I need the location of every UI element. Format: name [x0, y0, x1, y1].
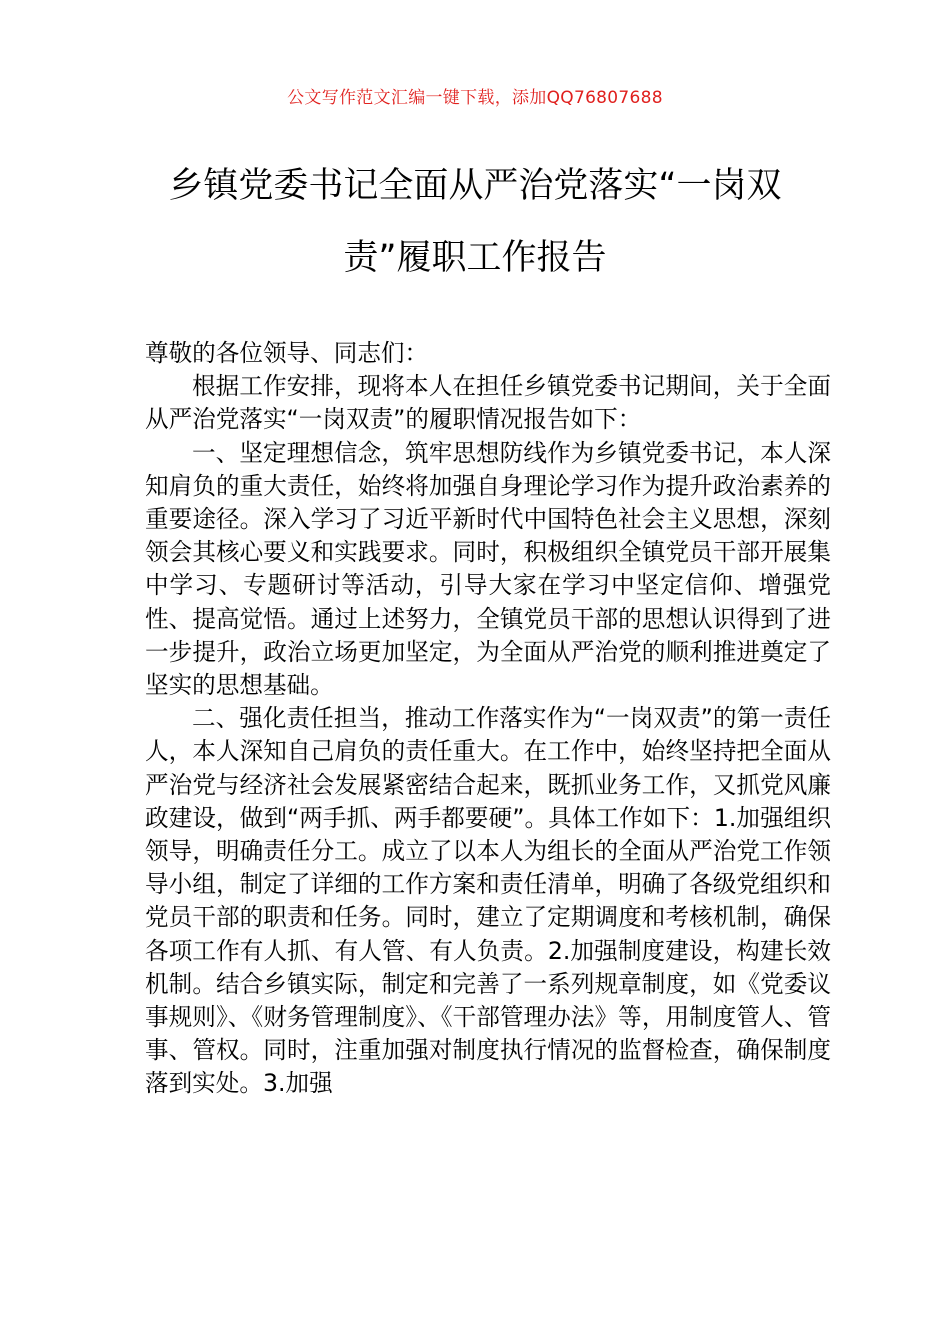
download-banner: 公文写作范文汇编一键下载，添加QQ76807688 [287, 88, 663, 108]
title-line-2: 责”履职工作报告 [343, 238, 607, 278]
title-line-1: 乡镇党委书记全面从严治党落实“一岗双 [168, 166, 782, 206]
document-body [145, 337, 831, 1101]
salutation: 尊敬的各位领导、同志们： [145, 339, 429, 367]
section-two-paragraph: 二、强化责任担当，推动工作落实作为“一岗双责”的第一责任人，本人深知自己肩负的责任重大。在工作中，始终坚持把全面从严治党与经济社会发展紧密结合起来，既抓业务工作，又抓党风廉政建设，做到“两手抓、两手都要硬”。具体工作如下：1.加强组织领导，明确责任分工。成立了以本人为组长的全面从严治党工作领导小组，制定了详细的工作方案和责任清单，明确了各级党组织和党员干部的职责和任务。同时，建立了定期调度和考核机制，确保各项工作有人抓、有人管、有人负责。2.加强制度建设，构建长效机制。结合乡镇实际，制定和完善了一系列规章制度，如《党委议事规则》、《财务管理制度》、《干部管理办法》等，用制度管人、管事、管权。同时，注重加强对制度执行情况的监督检查，确保制度落到实处。3.加强 [145, 704, 831, 1098]
section-one-paragraph: 一、坚定理想信念，筑牢思想防线作为乡镇党委书记，本人深知肩负的重大责任，始终将加强自身理论学习作为提升政治素养的重要途径。深入学习了习近平新时代中国特色社会主义思想，深刻领会其核心要义和实践要求。同时，积极组织全镇党员干部开展集中学习、专题研讨等活动，引导大家在学习中坚定信仰、增强党性、提高觉悟。通过上述努力，全镇党员干部的思想认识得到了进一步提升，政治立场更加坚定，为全面从严治党的顺利推进奠定了坚实的思想基础。 [145, 438, 831, 700]
document-title [120, 150, 830, 294]
intro-paragraph: 根据工作安排，现将本人在担任乡镇党委书记期间，关于全面从严治党落实“一岗双责”的履职情况报告如下： [145, 372, 831, 434]
